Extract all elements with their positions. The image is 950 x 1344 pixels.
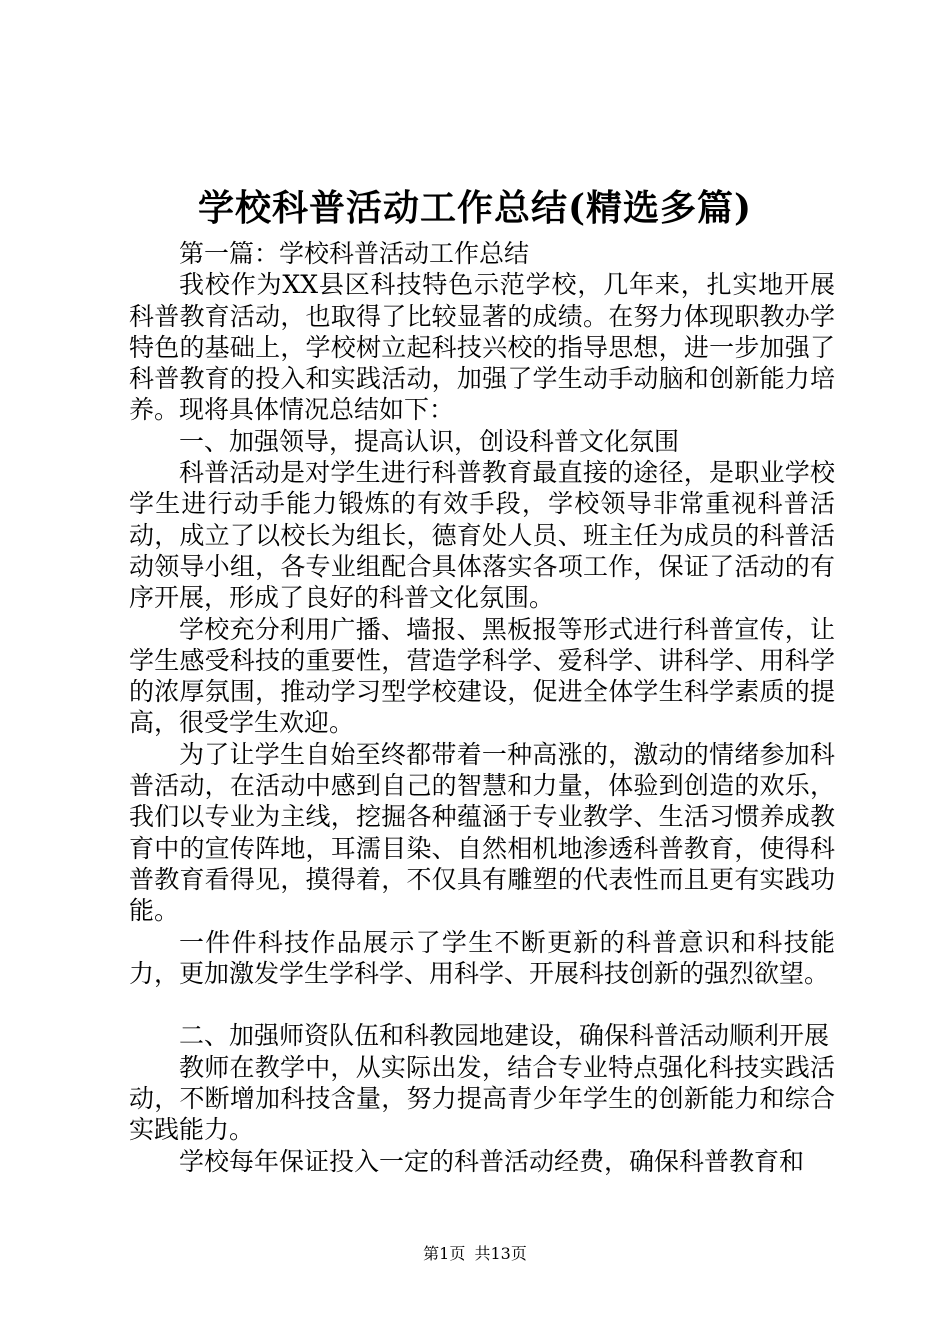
paragraph-activities: 为了让学生自始至终都带着一种高涨的，激动的情绪参加科普活动，在活动中感到自己的智慧和力量，体验到创造的欢乐，我们以专业为主线，挖掘各种蕴涵于专业教学、生活习惯养成教育中的宣传阵地，耳濡目染、自然相机地渗透科普教育，使得科普教育看得见，摸得着，不仅具有雕塑的代表性而且更有实践功能。 bbox=[129, 739, 835, 926]
paragraph-leadership: 科普活动是对学生进行科普教育最直接的途径，是职业学校学生进行动手能力锻炼的有效手段，学校领导非常重视科普活动，成立了以校长为组长，德育处人员、班主任为成员的科普活动领导小组，各专业组配合具体落实各项工作，保证了活动的有序开展，形成了良好的科普文化氛围。 bbox=[129, 458, 835, 613]
page-number: 第1页 bbox=[423, 1244, 466, 1263]
section-heading-leadership: 一、加强领导，提高认识，创设科普文化氛围 bbox=[179, 426, 680, 456]
document-body bbox=[129, 238, 835, 1177]
paragraph-intro: 我校作为XX县区科技特色示范学校，几年来，扎实地开展科普教育活动，也取得了比较显著的成绩。在努力体现职教办学特色的基础上，学校树立起科技兴校的指导思想，进一步加强了科普教育的投入和实践活动，加强了学生动手动脑和创新能力培养。现将具体情况总结如下： bbox=[129, 270, 835, 425]
paragraph-publicity: 学校充分利用广播、墙报、黑板报等形式进行科普宣传，让学生感受科技的重要性，营造学科学、爱科学、讲科学、用科学的浓厚氛围，推动学习型学校建设，促进全体学生科学素质的提高，很受学生欢迎。 bbox=[129, 614, 835, 738]
paragraph-funding: 学校每年保证投入一定的科普活动经费，确保科普教育和 bbox=[179, 1146, 805, 1176]
section-heading-part-one: 第一篇：学校科普活动工作总结 bbox=[179, 239, 530, 268]
total-pages: 共13页 bbox=[474, 1244, 527, 1263]
blank-line bbox=[129, 989, 835, 1020]
document-title: 学校科普活动工作总结(精选多篇) bbox=[197, 187, 753, 229]
paragraph-teaching: 教师在教学中，从实际出发，结合专业特点强化科技实践活动，不断增加科技含量，努力提高青少年学生的创新能力和综合实践能力。 bbox=[129, 1052, 835, 1145]
section-heading-teachers: 二、加强师资队伍和科教园地建设，确保科普活动顺利开展 bbox=[179, 1021, 830, 1051]
paragraph-works: 一件件科技作品展示了学生不断更新的科普意识和科技能力，更加激发学生学科学、用科学、开展科技创新的强烈欲望。 bbox=[129, 927, 835, 988]
page-footer bbox=[0, 1244, 950, 1264]
